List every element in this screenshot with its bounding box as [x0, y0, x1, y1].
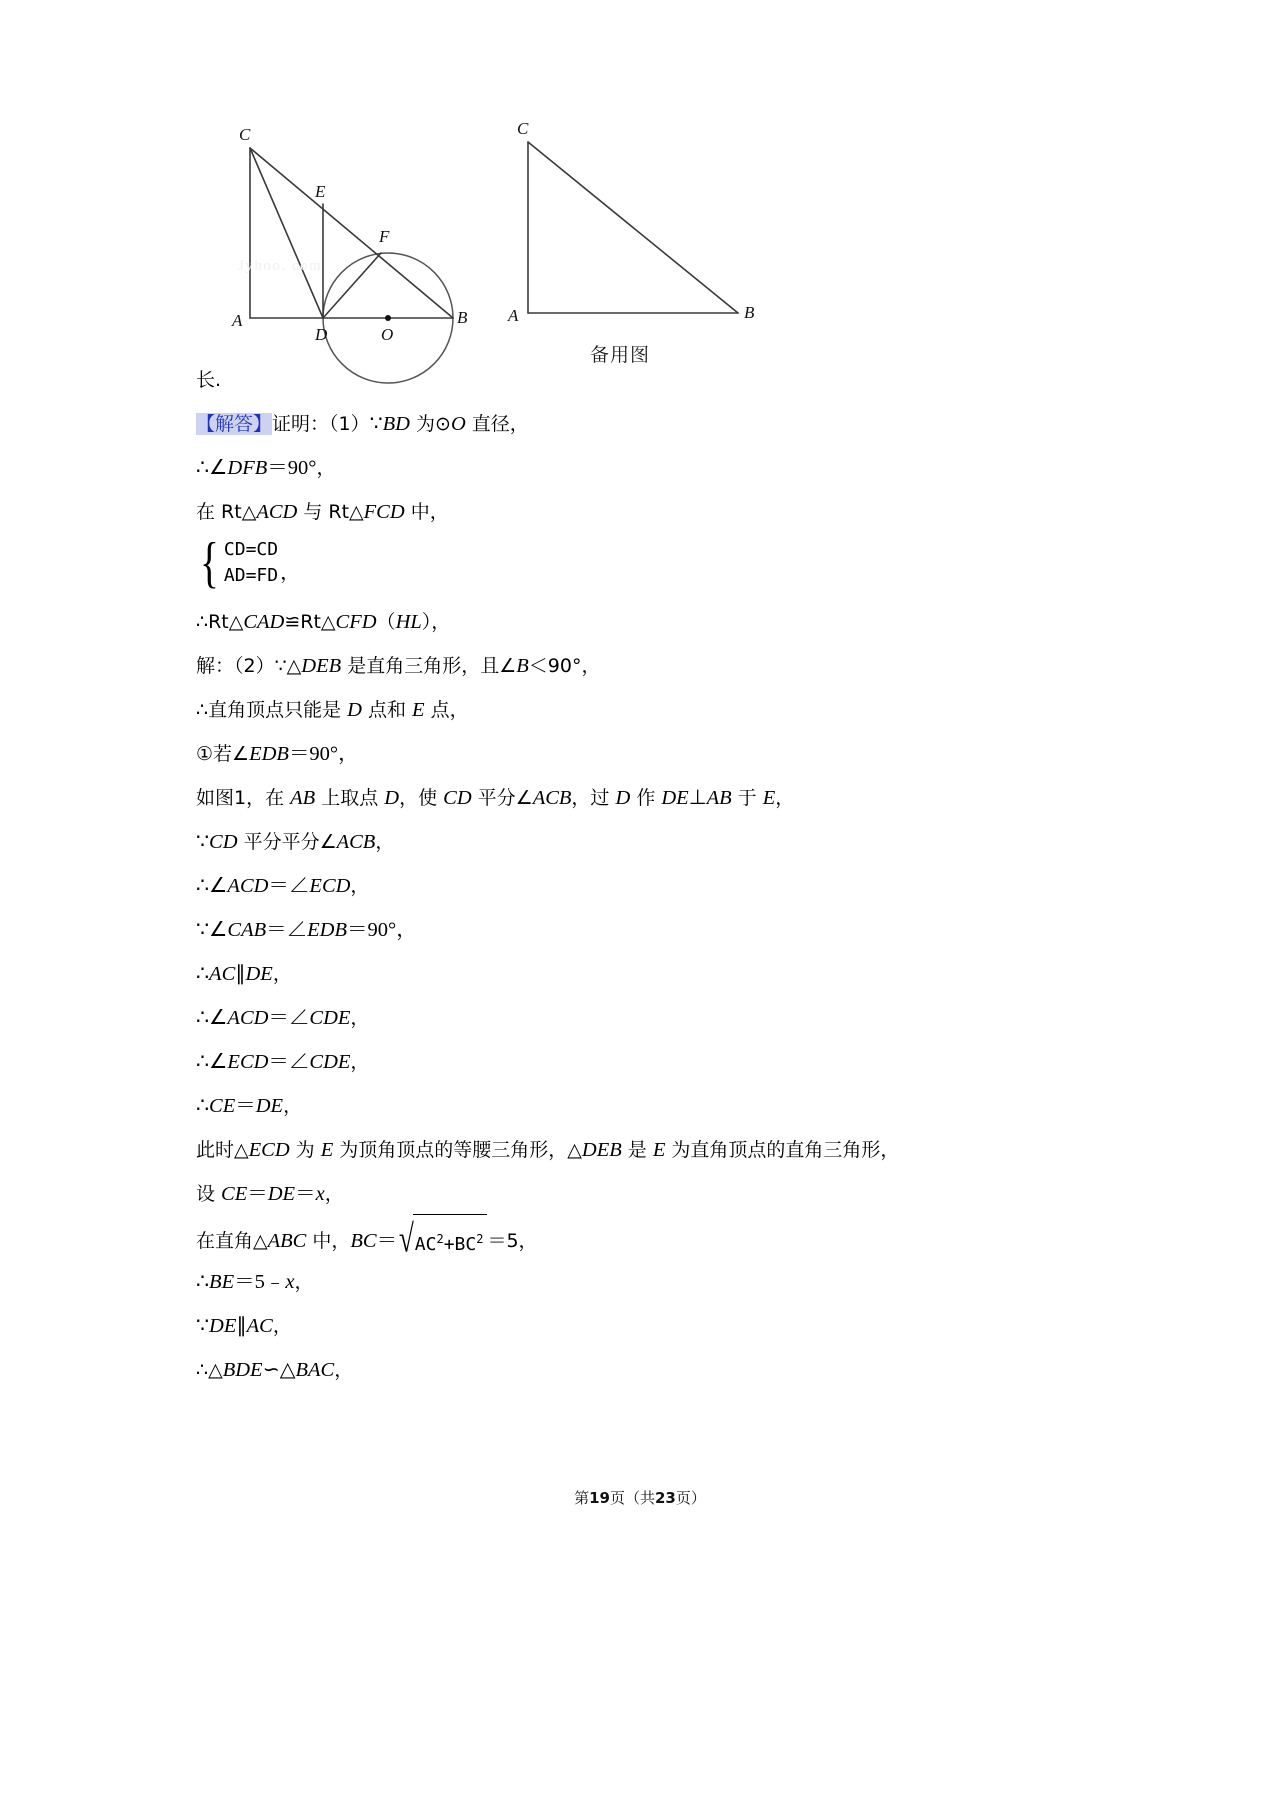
text-line-22: [196, 1304, 1096, 1348]
line13-cab: CAB: [227, 919, 267, 941]
footer-total-pages: 23: [655, 1489, 676, 1507]
line3-a: ∴∠: [196, 457, 228, 479]
line7-a: 解：（2）∵△: [196, 655, 302, 677]
text-line-8: [196, 688, 1096, 732]
figure2-label-B: B: [744, 303, 755, 322]
text-line-4: [196, 490, 1096, 534]
line2-e: 直径，: [465, 413, 529, 435]
line6-a: ∴Rt△: [196, 611, 244, 633]
line6-cfd: CFD: [335, 611, 377, 633]
line22-e: ，: [272, 1315, 292, 1337]
line4-c: 与 Rt△: [297, 501, 364, 523]
line18-e2: E: [652, 1139, 666, 1161]
line10-de: DE: [661, 787, 689, 809]
line10-g: 平分∠: [471, 787, 533, 809]
line12-c: ＝∠: [268, 875, 310, 897]
line6-c: ≌Rt△: [284, 611, 336, 633]
line19-a: 设: [196, 1183, 222, 1205]
text-line-12: [196, 864, 1096, 908]
line17-de: DE: [255, 1095, 284, 1117]
line4-fcd: FCD: [363, 501, 405, 523]
line8-a: ∴直角顶点只能是: [196, 699, 348, 721]
radicand: [413, 1214, 488, 1267]
line4-a: 在 Rt△: [196, 501, 257, 523]
line10-ab2: AB: [706, 787, 732, 809]
radicand-term1: AC: [414, 1234, 437, 1255]
line23-a: ∴△: [196, 1359, 223, 1381]
line10-d: D: [384, 787, 400, 809]
line10-perp: ⊥: [688, 787, 707, 809]
radical-sign-icon: √: [398, 1218, 414, 1261]
line18-i: 为直角顶点的直角三角形，: [665, 1139, 900, 1161]
line15-c: ＝∠: [268, 1007, 310, 1029]
line15-acd: ACD: [227, 1007, 269, 1029]
line19-de: DE: [267, 1183, 296, 1205]
line20-a: 在直角△: [196, 1230, 268, 1253]
figure1-label-E: E: [315, 182, 326, 201]
text-line-17: [196, 1084, 1096, 1128]
figure2-label-C: C: [517, 120, 529, 138]
line2-c: 为⊙: [409, 413, 451, 435]
line17-e: ，: [283, 1095, 303, 1117]
line23-bde: BDE: [222, 1359, 263, 1381]
radicand-term1-exponent: 2: [436, 1232, 444, 1246]
line23-similar: ∽△: [262, 1359, 296, 1381]
text-line-23: [196, 1348, 1096, 1392]
text-line-20-formula: [196, 1216, 1096, 1260]
footer-middle: 页（共: [609, 1489, 655, 1507]
line18-ecd: ECD: [248, 1139, 290, 1161]
line6-hl: HL: [395, 611, 422, 633]
line10-e: ，使: [399, 787, 444, 809]
figure1-label-F: F: [379, 227, 390, 246]
line9-edb: EDB: [249, 743, 289, 765]
line10-cd: CD: [443, 787, 472, 809]
line20-c: 中，: [306, 1230, 351, 1253]
text-line-11: [196, 820, 1096, 864]
line7-deb: DEB: [301, 655, 342, 677]
line2-because: ∵: [369, 413, 383, 435]
line10-a: 如图1，在: [196, 787, 291, 809]
line2-a: 证明：（1）: [272, 413, 370, 435]
footer-prefix: 第: [574, 1489, 590, 1507]
line19-c: ＝: [247, 1183, 268, 1205]
segment-CD: [250, 148, 323, 318]
line22-ac: AC: [246, 1315, 273, 1337]
line22-parallel: ∥: [236, 1315, 247, 1337]
text-line-15: [196, 996, 1096, 1040]
line2-o: O: [450, 413, 466, 435]
line10-k: 作: [630, 787, 662, 809]
line16-cde: CDE: [309, 1051, 351, 1073]
line8-f: 点，: [424, 699, 469, 721]
figure1-label-O: O: [381, 325, 394, 344]
text-line-2: [196, 402, 1096, 446]
line10-i: ，过: [571, 787, 616, 809]
line18-e: 为顶角顶点的等腰三角形，△: [333, 1139, 582, 1161]
radicand-term2-exponent: 2: [476, 1232, 484, 1246]
text-line-14: [196, 952, 1096, 996]
line16-e: ，: [350, 1051, 370, 1073]
line7-e: ＜90°，: [528, 655, 601, 677]
line21-e: ，: [294, 1271, 314, 1293]
figure2-caption: 备用图: [590, 344, 651, 366]
figure2-label-A: A: [508, 306, 519, 325]
text-line-21: [196, 1260, 1096, 1304]
line17-ce: CE: [209, 1095, 236, 1117]
line18-c: 为: [289, 1139, 321, 1161]
line13-c: ＝∠: [266, 919, 308, 941]
text-line-7: [196, 644, 1096, 688]
line20-bc: BC: [350, 1230, 377, 1253]
text-line-10: [196, 776, 1096, 820]
figures-area: [195, 120, 835, 390]
text-line-16: [196, 1040, 1096, 1084]
line3-d: ，: [316, 457, 336, 479]
line21-be: BE: [209, 1271, 235, 1293]
line12-a: ∴∠: [196, 875, 228, 897]
line17-a: ∴: [196, 1095, 210, 1117]
line11-a: ∵: [196, 831, 210, 853]
left-brace-icon: {: [200, 532, 219, 594]
line6-cad: CAD: [243, 611, 285, 633]
line12-e: ，: [350, 875, 370, 897]
text-line-19: [196, 1172, 1096, 1216]
line19-ce: CE: [221, 1183, 248, 1205]
line3-c: ＝90°: [267, 457, 317, 479]
segment-CB: [250, 148, 453, 318]
figure-2: [528, 142, 738, 313]
line13-a: ∵∠: [196, 919, 228, 941]
line1-text: 长.: [196, 369, 222, 391]
figure1-label-B: B: [457, 308, 468, 327]
system-comma: ，: [280, 560, 301, 584]
line11-c: 平分平分∠: [237, 831, 337, 853]
line12-acd: ACD: [227, 875, 269, 897]
text-line-1: [196, 358, 1096, 402]
solution-body: [196, 358, 1096, 1392]
line4-acd: ACD: [256, 501, 298, 523]
line9-a: ①若∠: [196, 743, 250, 765]
line13-e: ＝90°，: [347, 919, 417, 941]
figure1-label-C: C: [239, 125, 251, 144]
line19-e: ＝: [295, 1183, 316, 1205]
line14-de: DE: [245, 963, 273, 985]
text-line-6: [196, 600, 1096, 644]
line8-c: 点和: [361, 699, 413, 721]
line15-cde: CDE: [309, 1007, 351, 1029]
text-line-13: [196, 908, 1096, 952]
line16-ecd: ECD: [227, 1051, 269, 1073]
line14-parallel: ∥: [235, 963, 246, 985]
line6-e: （: [376, 611, 396, 633]
line6-g: ），: [421, 611, 451, 633]
line18-a: 此时△: [196, 1139, 249, 1161]
line10-c: 上取点: [315, 787, 385, 809]
geometry-figures-svg: [195, 120, 835, 390]
line10-acb: ACB: [532, 787, 572, 809]
line7-b: B: [516, 655, 529, 677]
line21-c: ＝5﹣: [234, 1271, 286, 1293]
line18-deb: DEB: [581, 1139, 622, 1161]
system-rows: [224, 537, 278, 589]
line10-o: 于: [731, 787, 763, 809]
line22-a: ∵: [196, 1315, 210, 1337]
watermark-text: Jyhoo. com: [238, 258, 323, 274]
line19-g: ，: [324, 1183, 344, 1205]
equation-system: [196, 532, 300, 594]
figure1-label-A: A: [232, 311, 243, 330]
line21-a: ∴: [196, 1271, 210, 1293]
line20-equals: ＝: [376, 1230, 398, 1253]
text-line-18: [196, 1128, 1096, 1172]
footer-page-number: 19: [589, 1489, 610, 1507]
line16-c: ＝∠: [268, 1051, 310, 1073]
text-line-9: [196, 732, 1096, 776]
line7-c: 是直角三角形，且∠: [341, 655, 517, 677]
line11-acb: ACB: [336, 831, 376, 853]
line23-bac: BAC: [295, 1359, 335, 1381]
line18-e1: E: [320, 1139, 334, 1161]
line21-x: x: [285, 1271, 295, 1293]
line19-x: x: [315, 1183, 325, 1205]
figure1-label-D: D: [315, 325, 328, 344]
text-line-5-system: [196, 534, 1096, 600]
page-footer: [0, 1487, 1280, 1508]
footer-suffix: 页）: [675, 1489, 706, 1507]
line9-c: ＝90°，: [288, 743, 359, 765]
line8-d: D: [347, 699, 362, 721]
line10-ab: AB: [290, 787, 316, 809]
square-root-expression: [397, 1214, 487, 1267]
line20-abc: ABC: [267, 1230, 307, 1253]
answer-tag: 【解答】: [196, 413, 273, 435]
line10-q: ，: [775, 787, 795, 809]
line14-ac: AC: [209, 963, 236, 985]
line23-e: ，: [334, 1359, 354, 1381]
line18-g: 是: [621, 1139, 653, 1161]
system-row-2: AD=FD: [223, 565, 279, 586]
segment-CB-2: [528, 142, 738, 313]
line14-a: ∴: [196, 963, 210, 985]
point-O-dot: [385, 315, 391, 321]
line13-edb: EDB: [307, 919, 347, 941]
line15-e: ，: [350, 1007, 370, 1029]
line10-j: D: [615, 787, 631, 809]
text-line-3: [196, 446, 1096, 490]
line20-f: ＝5，: [487, 1230, 538, 1253]
line8-e: E: [412, 699, 425, 721]
radicand-plus: +: [443, 1234, 455, 1255]
line17-c: ＝: [235, 1095, 256, 1117]
line22-de: DE: [209, 1315, 237, 1337]
line14-e: ，: [272, 963, 292, 985]
line2-bd: BD: [382, 413, 410, 435]
line3-dfb: DFB: [227, 457, 268, 479]
line11-cd: CD: [209, 831, 238, 853]
line12-ecd: ECD: [309, 875, 351, 897]
system-row-1: CD=CD: [223, 539, 279, 560]
line10-p: E: [762, 787, 776, 809]
radicand-term2: BC: [454, 1234, 477, 1255]
line4-e: 中，: [404, 501, 449, 523]
line11-e: ，: [375, 831, 395, 853]
line16-a: ∴∠: [196, 1051, 228, 1073]
line15-a: ∴∠: [196, 1007, 228, 1029]
